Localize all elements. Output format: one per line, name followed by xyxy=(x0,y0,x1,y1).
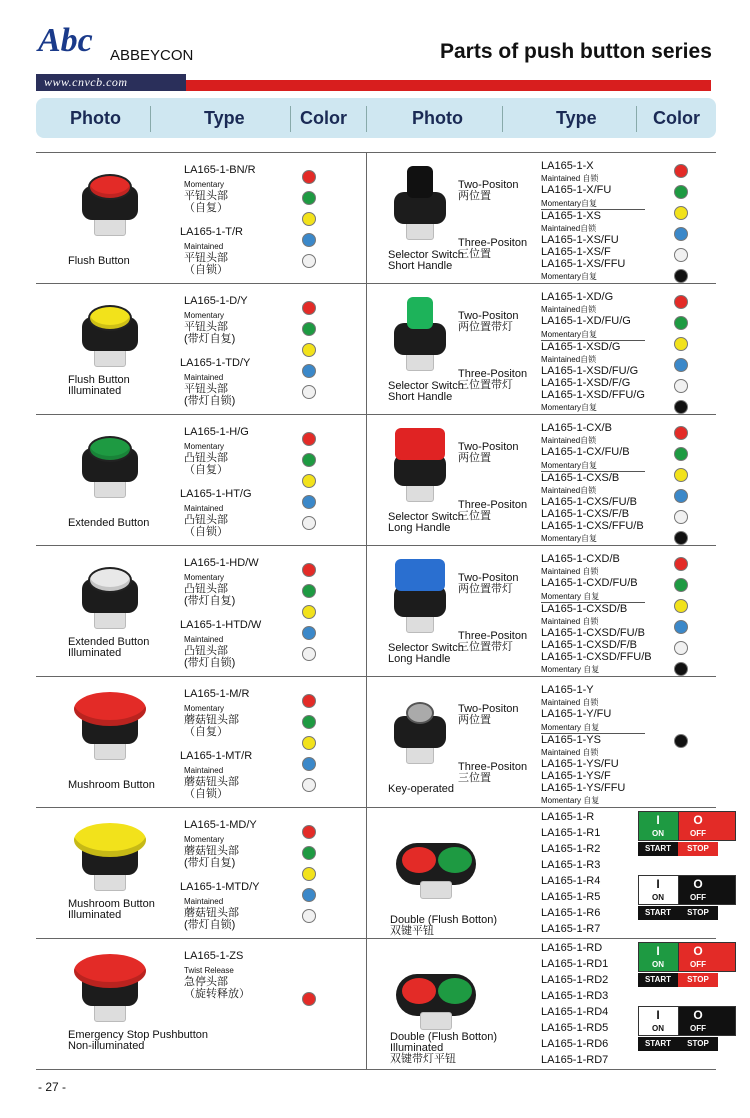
color-swatch-red xyxy=(302,301,316,315)
color-swatch-yellow xyxy=(302,867,316,881)
type-code: LA165-1-RD5 xyxy=(541,1022,609,1034)
position-three: Three-Positon 三位置带灯 xyxy=(458,630,528,653)
start-text: START xyxy=(644,844,672,853)
color-swatch-red xyxy=(302,992,316,1006)
position-three: Three-Positon 三位置 xyxy=(458,237,528,260)
off-symbol: O xyxy=(693,1008,703,1022)
type-code: LA165-1-YS xyxy=(541,734,601,746)
product-label: Selector Switch Short Handle xyxy=(388,380,464,403)
color-swatch-white xyxy=(302,778,316,792)
product-label: Double (Flush Botton) 双键平钮 xyxy=(390,914,497,937)
operation-mode: Maintained xyxy=(184,635,224,644)
type-description: 急停头部 （旋转释放） xyxy=(184,976,250,1000)
color-swatch-green xyxy=(674,185,688,199)
type-code: LA165-1-HD/W xyxy=(184,557,259,569)
off-symbol: O xyxy=(693,813,703,827)
row-divider xyxy=(36,283,716,284)
operation-mode: Momentary自复 xyxy=(541,330,598,339)
product-label: Key-operated xyxy=(388,783,455,795)
color-swatch-white xyxy=(302,254,316,268)
color-swatch-green xyxy=(302,584,316,598)
double-button-left xyxy=(402,847,436,873)
color-swatch-blue xyxy=(674,227,688,241)
on-text: ON xyxy=(652,1024,664,1033)
color-swatch-blue xyxy=(302,888,316,902)
on-symbol: I xyxy=(656,1008,660,1022)
color-swatch-white xyxy=(674,510,688,524)
type-code: LA165-1-MTD/Y xyxy=(180,881,260,893)
type-code: LA165-1-M/R xyxy=(184,688,250,700)
on-symbol: I xyxy=(656,813,660,827)
type-separator xyxy=(541,340,645,341)
on-text: ON xyxy=(652,829,664,838)
row-divider xyxy=(36,938,716,939)
stop-text: STOP xyxy=(687,844,709,853)
stop-text: STOP xyxy=(687,1039,709,1048)
color-swatch-black xyxy=(674,269,688,283)
type-code: LA165-1-CX/FU/B xyxy=(541,446,630,458)
type-code: LA165-1-YS/F xyxy=(541,770,611,782)
header-type-left: Type xyxy=(204,108,245,128)
type-code: LA165-1-CXD/B xyxy=(541,553,620,565)
position-two: Two-Positon 两位置带灯 xyxy=(458,310,519,333)
operation-mode: Momentary 自复 xyxy=(541,796,600,805)
type-code: LA165-1-R2 xyxy=(541,843,601,855)
type-code: LA165-1-RD4 xyxy=(541,1006,609,1018)
type-code: LA165-1-Y/FU xyxy=(541,708,612,720)
type-description: 蘑菇钮头部 （自复） xyxy=(184,714,239,738)
position-two: Two-Positon 两位置 xyxy=(458,441,519,464)
color-swatch-white xyxy=(674,641,688,655)
color-swatch-yellow xyxy=(302,212,316,226)
header-type-right: Type xyxy=(556,108,597,128)
type-code: LA165-1-XSD/G xyxy=(541,341,621,353)
color-swatch-red xyxy=(674,426,688,440)
button-cap xyxy=(88,174,132,200)
product-label: Mushroom Button xyxy=(68,779,155,791)
operation-mode: Maintained 自锁 xyxy=(541,174,599,183)
type-code: LA165-1-RD2 xyxy=(541,974,609,986)
type-description: 平钮头部 (带灯自锁) xyxy=(184,383,236,407)
type-code: LA165-1-HT/G xyxy=(180,488,252,500)
operation-mode: Maintained自锁 xyxy=(541,355,597,364)
color-swatch-blue xyxy=(302,233,316,247)
position-two: Two-Positon 两位置带灯 xyxy=(458,572,519,595)
operation-mode: Momentary自复 xyxy=(541,272,598,281)
type-description: 凸钮头部 (带灯自锁) xyxy=(184,645,236,669)
type-code: LA165-1-XSD/FFU/G xyxy=(541,389,645,401)
page-number: - 27 - xyxy=(38,1080,67,1094)
start-text: START xyxy=(644,975,672,984)
type-code: LA165-1-RD3 xyxy=(541,990,609,1002)
type-code: LA165-1-CXD/FU/B xyxy=(541,577,638,589)
website-url: www.cnvcb.com xyxy=(44,75,128,89)
button-cap xyxy=(88,436,132,462)
type-code: LA165-1-CXS/FU/B xyxy=(541,496,637,508)
color-swatch-blue xyxy=(302,495,316,509)
operation-mode: Momentary 自复 xyxy=(541,665,600,674)
type-description: 平钮头部 (带灯自复) xyxy=(184,321,236,345)
operation-mode: Maintained xyxy=(184,242,224,251)
color-swatch-blue xyxy=(302,364,316,378)
selector-handle xyxy=(407,166,433,198)
button-cap xyxy=(88,305,132,331)
product-label: Flush Button xyxy=(68,255,130,267)
type-code: LA165-1-MT/R xyxy=(180,750,253,762)
color-swatch-green xyxy=(674,447,688,461)
company-logo: Abc xyxy=(38,22,93,59)
type-code: LA165-1-CXS/B xyxy=(541,472,620,484)
position-two: Two-Positon 两位置 xyxy=(458,179,519,202)
color-swatch-yellow xyxy=(302,736,316,750)
color-swatch-black xyxy=(674,531,688,545)
color-swatch-white xyxy=(674,379,688,393)
type-separator xyxy=(541,209,645,210)
type-code: LA165-1-T/R xyxy=(180,226,243,238)
off-text: OFF xyxy=(690,893,706,902)
color-swatch-yellow xyxy=(674,468,688,482)
operation-mode: Momentary xyxy=(184,180,225,189)
product-label: Mushroom Button Illuminated xyxy=(68,898,155,921)
double-button-terminal xyxy=(420,1012,452,1030)
operation-mode: Momentary 自复 xyxy=(541,592,600,601)
color-swatch-red xyxy=(674,557,688,571)
type-code: LA165-1-X/FU xyxy=(541,184,612,196)
operation-mode: Momentary自复 xyxy=(541,199,598,208)
row-divider xyxy=(36,676,716,677)
button-cap xyxy=(88,567,132,593)
color-swatch-green xyxy=(302,322,316,336)
color-swatch-yellow xyxy=(674,599,688,613)
type-code: LA165-1-ZS xyxy=(184,950,244,962)
operation-mode: Maintained 自锁 xyxy=(541,567,599,576)
type-code: LA165-1-D/Y xyxy=(184,295,248,307)
column-divider xyxy=(366,152,367,1070)
table-header xyxy=(36,98,716,138)
color-swatch-yellow xyxy=(674,337,688,351)
type-code: LA165-1-Y xyxy=(541,684,594,696)
operation-mode: Momentary xyxy=(184,311,225,320)
operation-mode: Maintained自锁 xyxy=(541,436,597,445)
type-code: LA165-1-R5 xyxy=(541,891,601,903)
operation-mode: Momentary xyxy=(184,704,225,713)
type-code: LA165-1-H/G xyxy=(184,426,249,438)
operation-mode: Momentary自复 xyxy=(541,403,598,412)
key-cylinder xyxy=(406,702,434,724)
url-bar xyxy=(36,74,711,91)
off-text: OFF xyxy=(690,829,706,838)
operation-mode: Maintained xyxy=(184,897,224,906)
row-divider xyxy=(36,545,716,546)
type-code: LA165-1-RD1 xyxy=(541,958,609,970)
color-swatch-red xyxy=(674,164,688,178)
type-code: LA165-1-XSD/FU/G xyxy=(541,365,639,377)
double-button-right xyxy=(438,847,472,873)
operation-mode: Momentary自复 xyxy=(541,534,598,543)
type-code: LA165-1-R xyxy=(541,811,595,823)
color-swatch-blue xyxy=(302,757,316,771)
color-swatch-black xyxy=(674,734,688,748)
operation-mode: Maintained xyxy=(184,766,224,775)
type-code: LA165-1-MD/Y xyxy=(184,819,257,831)
color-swatch-white xyxy=(302,647,316,661)
color-swatch-red xyxy=(674,295,688,309)
color-swatch-red xyxy=(302,432,316,446)
type-code: LA165-1-YS/FFU xyxy=(541,782,626,794)
type-separator xyxy=(541,602,645,603)
selector-handle xyxy=(407,297,433,329)
type-code: LA165-1-RD7 xyxy=(541,1054,609,1066)
type-code: LA165-1-R7 xyxy=(541,923,601,935)
operation-mode: Maintained xyxy=(184,504,224,513)
type-code: LA165-1-YS/FU xyxy=(541,758,619,770)
on-symbol: I xyxy=(656,877,660,891)
type-code: LA165-1-XS/FU xyxy=(541,234,619,246)
color-swatch-green xyxy=(302,715,316,729)
off-symbol: O xyxy=(693,944,703,958)
color-swatch-green xyxy=(302,846,316,860)
type-code: LA165-1-X xyxy=(541,160,594,172)
type-code: LA165-1-HTD/W xyxy=(180,619,262,631)
type-code: LA165-1-RD6 xyxy=(541,1038,609,1050)
product-label: Selector Switch Long Handle xyxy=(388,642,464,665)
operation-mode: Maintained 自锁 xyxy=(541,748,599,757)
type-code: LA165-1-XD/G xyxy=(541,291,614,303)
type-code: LA165-1-XS/FFU xyxy=(541,258,626,270)
color-swatch-red xyxy=(302,170,316,184)
operation-mode: Twist Release xyxy=(184,966,234,975)
type-description: 平钮头部 （自锁） xyxy=(184,252,228,276)
double-button-terminal xyxy=(420,881,452,899)
operation-mode: Momentary自复 xyxy=(541,461,598,470)
off-text: OFF xyxy=(690,1024,706,1033)
start-text: START xyxy=(644,1039,672,1048)
product-label: Emergency Stop Pushbutton Non-illuminated xyxy=(68,1029,209,1052)
header-color-right: Color xyxy=(653,108,700,128)
selector-handle xyxy=(395,559,445,591)
position-three: Three-Positon 三位置 xyxy=(458,499,528,522)
operation-mode: Maintained自锁 xyxy=(541,486,597,495)
color-swatch-white xyxy=(302,909,316,923)
color-swatch-blue xyxy=(674,620,688,634)
color-swatch-blue xyxy=(674,358,688,372)
on-symbol: I xyxy=(656,944,660,958)
type-description: 凸钮头部 （自锁） xyxy=(184,514,228,538)
off-text: OFF xyxy=(690,960,706,969)
header-color-left: Color xyxy=(300,108,347,128)
product-label: Selector Switch Long Handle xyxy=(388,511,464,534)
type-code: LA165-1-R6 xyxy=(541,907,601,919)
header-photo-left: Photo xyxy=(70,108,121,128)
color-swatch-yellow xyxy=(302,605,316,619)
color-swatch-green xyxy=(674,316,688,330)
operation-mode: Maintained xyxy=(184,373,224,382)
type-code: LA165-1-CXSD/B xyxy=(541,603,628,615)
color-swatch-white xyxy=(674,248,688,262)
position-two: Two-Positon 两位置 xyxy=(458,703,519,726)
on-text: ON xyxy=(652,893,664,902)
product-label: Extended Button xyxy=(68,517,150,529)
operation-mode: Momentary 自复 xyxy=(541,723,600,732)
off-symbol: O xyxy=(693,877,703,891)
color-swatch-black xyxy=(674,662,688,676)
operation-mode: Maintained自锁 xyxy=(541,305,597,314)
color-swatch-yellow xyxy=(302,343,316,357)
mushroom-cap xyxy=(74,823,146,857)
operation-mode: Maintained 自锁 xyxy=(541,698,599,707)
type-description: 平钮头部 （自复） xyxy=(184,190,228,214)
type-code: LA165-1-CX/B xyxy=(541,422,612,434)
page-title: Parts of push button series xyxy=(440,40,712,63)
row-divider xyxy=(36,1069,716,1070)
operation-mode: Maintained自锁 xyxy=(541,224,597,233)
stop-text: STOP xyxy=(687,908,709,917)
operation-mode: Maintained 自锁 xyxy=(541,617,599,626)
product-label: Flush Button Illuminated xyxy=(68,374,130,397)
type-code: LA165-1-R4 xyxy=(541,875,601,887)
color-swatch-black xyxy=(674,400,688,414)
double-button-right xyxy=(438,978,472,1004)
mushroom-cap xyxy=(74,692,146,726)
type-code: LA165-1-CXSD/FU/B xyxy=(541,627,645,639)
color-swatch-yellow xyxy=(302,474,316,488)
type-description: 凸钮头部 (带灯自复) xyxy=(184,583,236,607)
operation-mode: Momentary xyxy=(184,442,225,451)
position-three: Three-Positon 三位置带灯 xyxy=(458,368,528,391)
type-code: LA165-1-XS/F xyxy=(541,246,611,258)
type-code: LA165-1-XD/FU/G xyxy=(541,315,631,327)
header-photo-right: Photo xyxy=(412,108,463,128)
product-label: Selector Switch Short Handle xyxy=(388,249,464,272)
color-swatch-green xyxy=(674,578,688,592)
product-label: Extended Button Illuminated xyxy=(68,636,150,659)
type-code: LA165-1-R3 xyxy=(541,859,601,871)
row-divider xyxy=(36,152,716,153)
type-code: LA165-1-CXSD/FFU/B xyxy=(541,651,652,663)
mushroom-cap xyxy=(74,954,146,988)
start-text: START xyxy=(644,908,672,917)
type-code: LA165-1-CXS/F/B xyxy=(541,508,630,520)
type-description: 蘑菇钮头部 (带灯自锁) xyxy=(184,907,239,931)
type-description: 蘑菇钮头部 (带灯自复) xyxy=(184,845,239,869)
type-code: LA165-1-TD/Y xyxy=(180,357,251,369)
row-divider xyxy=(36,414,716,415)
color-swatch-green xyxy=(302,191,316,205)
color-swatch-blue xyxy=(302,626,316,640)
type-description: 蘑菇钮头部 （自锁） xyxy=(184,776,239,800)
color-swatch-red xyxy=(302,825,316,839)
product-label: Double (Flush Botton) Illuminated 双键带灯平钮 xyxy=(390,1031,497,1065)
type-code: LA165-1-BN/R xyxy=(184,164,256,176)
stop-text: STOP xyxy=(687,975,709,984)
color-swatch-yellow xyxy=(674,206,688,220)
type-code: LA165-1-CXS/FFU/B xyxy=(541,520,644,532)
type-code: LA165-1-R1 xyxy=(541,827,601,839)
type-code: LA165-1-XS xyxy=(541,210,601,222)
color-swatch-red xyxy=(302,694,316,708)
color-swatch-white xyxy=(302,385,316,399)
type-separator xyxy=(541,471,645,472)
type-separator xyxy=(541,733,645,734)
on-text: ON xyxy=(652,960,664,969)
operation-mode: Momentary xyxy=(184,835,225,844)
type-code: LA165-1-XSD/F/G xyxy=(541,377,631,389)
color-swatch-green xyxy=(302,453,316,467)
type-code: LA165-1-CXSD/F/B xyxy=(541,639,637,651)
position-three: Three-Positon 三位置 xyxy=(458,761,528,784)
color-swatch-red xyxy=(302,563,316,577)
operation-mode: Momentary xyxy=(184,573,225,582)
color-swatch-white xyxy=(302,516,316,530)
company-name: ABBEYCON xyxy=(110,47,194,64)
color-swatch-blue xyxy=(674,489,688,503)
double-button-left xyxy=(402,978,436,1004)
row-divider xyxy=(36,807,716,808)
type-description: 凸钮头部 （自复） xyxy=(184,452,228,476)
type-code: LA165-1-RD xyxy=(541,942,603,954)
selector-handle xyxy=(395,428,445,460)
